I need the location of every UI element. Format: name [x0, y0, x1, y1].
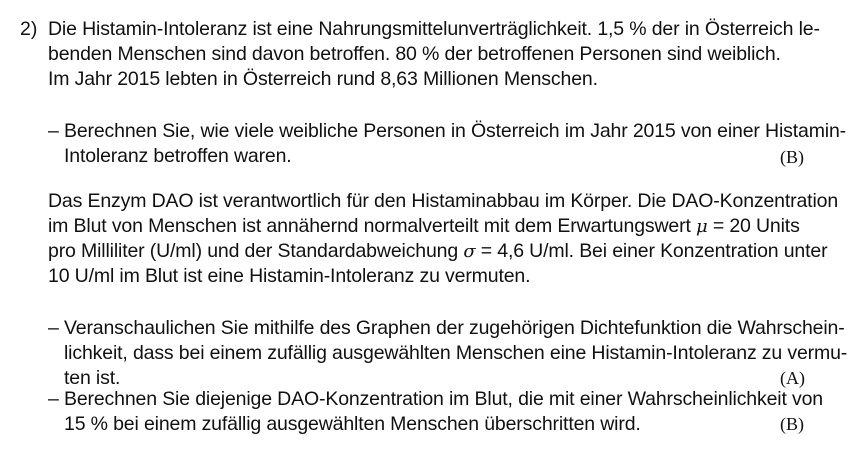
- dao-line-1: Das Enzym DAO ist verantwortlich für den Histaminabbau im Körper. Die DAO-Konzentration: [48, 190, 839, 212]
- intro-line-1: Die Histamin-Intoleranz ist eine Nahrungsmittelunverträglichkeit. 1,5 % der in Österreich le-: [48, 18, 820, 40]
- task-number: 2): [20, 18, 38, 40]
- question-3-competency-badge: (B): [780, 414, 804, 434]
- sigma-symbol: σ: [463, 241, 476, 262]
- question-2-line-2: lichkeit, dass bei einem zufällig ausgewählten Menschen eine Histamin-Intoleranz zu vermu-: [64, 342, 848, 364]
- dao-line-4: 10 U/ml im Blut ist eine Histamin-Intoleranz zu vermuten.: [48, 265, 531, 287]
- intro-line-3: Im Jahr 2015 lebten in Österreich rund 8,63 Millionen Menschen.: [48, 68, 598, 90]
- intro-line-2: benden Menschen sind davon betroffen. 80 % der betroffenen Personen sind weiblich.: [48, 43, 781, 65]
- dao-line-2-value: = 20 Units: [707, 215, 800, 237]
- question-2-competency-badge: (A): [780, 368, 805, 388]
- question-2-line-3: ten ist.: [64, 367, 121, 389]
- dao-line-2: [48, 214, 800, 239]
- dao-line-3: [48, 239, 827, 264]
- question-3-line-1: – Berechnen Sie diejenige DAO-Konzentration im Blut, die mit einer Wahrscheinlichkeit von: [48, 388, 823, 410]
- question-2-line-1: – Veranschaulichen Sie mithilfe des Graphen der zugehörigen Dichtefunktion die Wahrschein-: [48, 317, 845, 339]
- dao-line-2-text: im Blut von Menschen ist annähernd normalverteilt mit dem Erwartungswert: [48, 215, 696, 237]
- question-1-line-1: – Berechnen Sie, wie viele weibliche Personen in Österreich im Jahr 2015 von einer Histamin-: [48, 120, 847, 142]
- question-1-line-2: Intoleranz betroffen waren.: [64, 145, 292, 167]
- question-1-competency-badge: (B): [780, 147, 804, 167]
- question-3-line-2: 15 % bei einem zufällig ausgewählten Menschen überschritten wird.: [64, 413, 641, 435]
- mu-symbol: μ: [696, 216, 708, 237]
- dao-line-3-text: pro Milliliter (U/ml) und der Standardabweichung: [48, 240, 464, 262]
- dao-line-3-value: = 4,6 U/ml. Bei einer Konzentration unter: [475, 240, 828, 262]
